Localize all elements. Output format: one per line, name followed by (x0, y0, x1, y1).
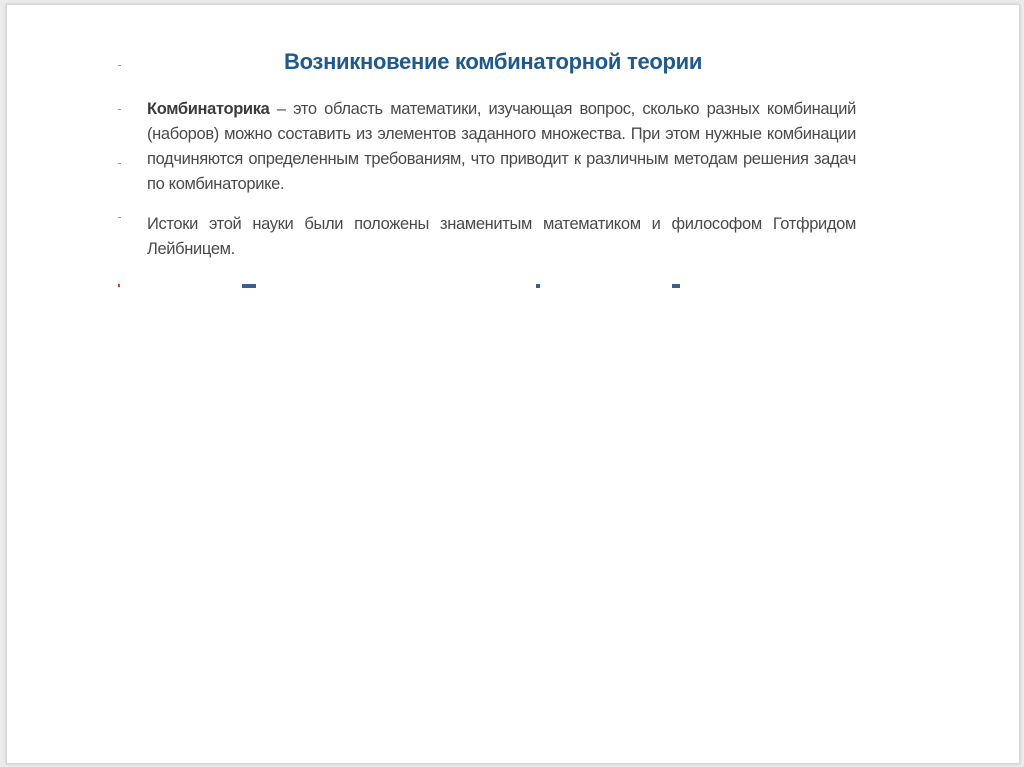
bullet-marker-red (118, 284, 120, 287)
definition-paragraph (147, 97, 856, 197)
term-combinatorics: Комбинаторика (147, 100, 270, 118)
definition-text: – это область математики, изучающая вопрос, сколько разных комбинаций (наборов) можно составить из элементов заданного множества. При этом нужные комбинации подчиняются определенным требованиям, что приводит к различным методам решения задач по комбинаторике. (147, 100, 856, 193)
bullet-marker (118, 109, 121, 110)
bullet-marker (118, 65, 121, 66)
cropped-text-line (242, 284, 702, 288)
bullet-marker (118, 163, 121, 164)
slide (6, 4, 1020, 764)
slide-title: Возникновение комбинаторной теории (284, 49, 703, 74)
origin-paragraph: Истоки этой науки были положены знаменитым математиком и философом Готфридом Лейбницем. (147, 215, 856, 258)
bullet-marker (118, 217, 121, 218)
